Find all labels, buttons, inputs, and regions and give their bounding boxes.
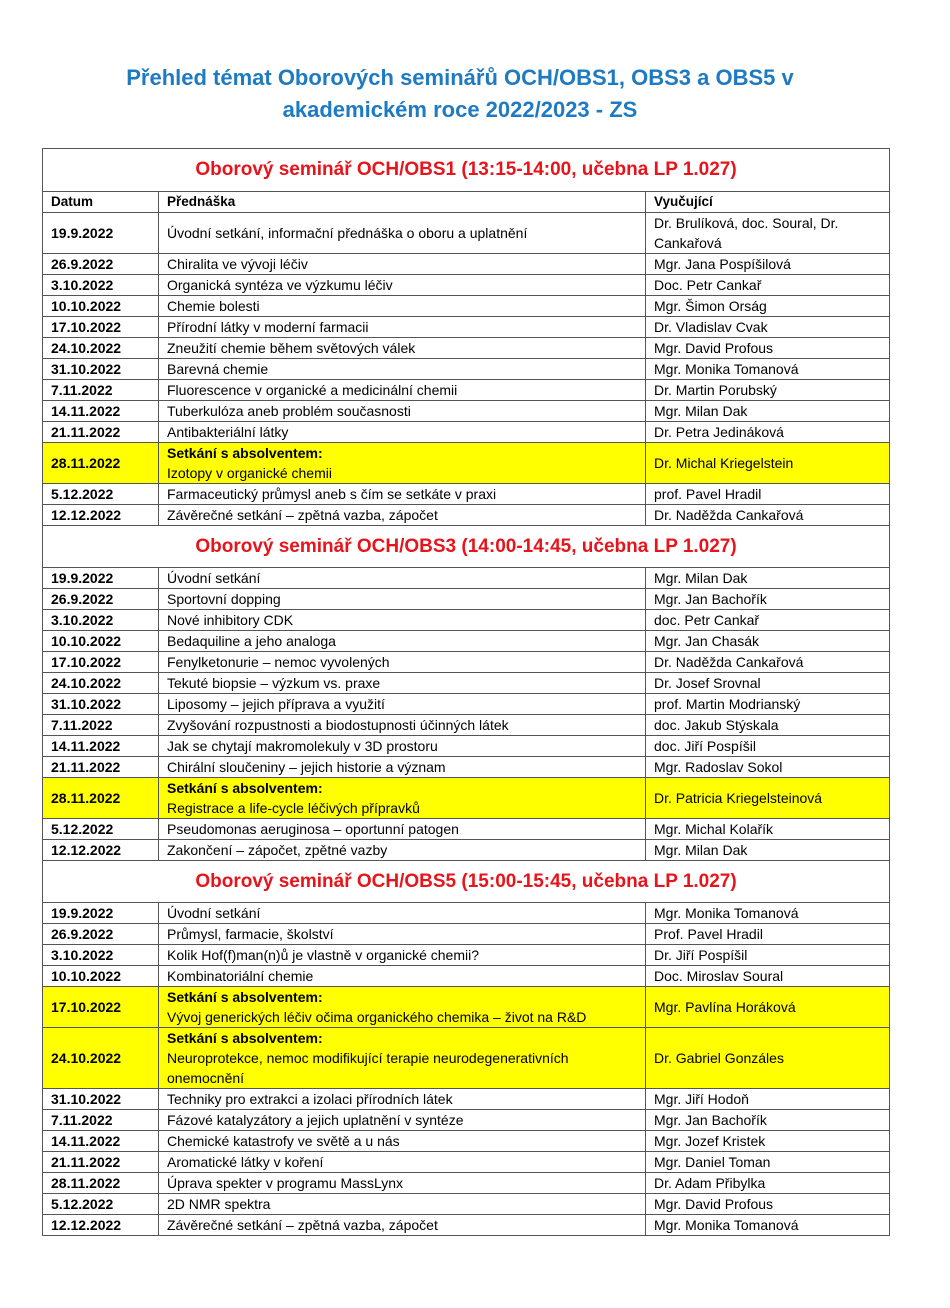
cell-date: 28.11.2022 (43, 778, 159, 819)
cell-date: 14.11.2022 (43, 736, 159, 757)
section-heading: Oborový seminář OCH/OBS5 (15:00-15:45, učebna LP 1.027) (43, 861, 890, 903)
table-row (43, 652, 890, 673)
cell-date: 5.12.2022 (43, 1194, 159, 1215)
cell-teacher: Dr. Petra Jedináková (646, 422, 890, 443)
alumni-label: Setkání s absolventem: (167, 780, 323, 796)
cell-lecture: Chiralita ve vývoji léčiv (159, 254, 646, 275)
schedule-table (42, 148, 890, 1236)
section-heading-row (43, 861, 890, 903)
cell-date: 17.10.2022 (43, 317, 159, 338)
title-line-1: Přehled témat Oborových seminářů OCH/OBS1, OBS3 a OBS5 v (126, 65, 794, 90)
table-row (43, 275, 890, 296)
schedule-table-body (43, 149, 890, 1236)
cell-teacher: Dr. Josef Srovnal (646, 673, 890, 694)
cell-date: 21.11.2022 (43, 422, 159, 443)
cell-date: 31.10.2022 (43, 694, 159, 715)
cell-date: 14.11.2022 (43, 401, 159, 422)
cell-date: 7.11.2022 (43, 1110, 159, 1131)
cell-teacher: Mgr. Monika Tomanová (646, 1215, 890, 1236)
cell-teacher: doc. Jiří Pospíšil (646, 736, 890, 757)
cell-teacher: Mgr. Michal Kolařík (646, 819, 890, 840)
cell-lecture: Chemické katastrofy ve světě a u nás (159, 1131, 646, 1152)
cell-lecture: Fázové katalyzátory a jejich uplatnění v syntéze (159, 1110, 646, 1131)
table-row (43, 673, 890, 694)
cell-lecture: Organická syntéza ve výzkumu léčiv (159, 275, 646, 296)
cell-lecture: Farmaceutický průmysl aneb s čím se setkáte v praxi (159, 484, 646, 505)
table-row (43, 987, 890, 1028)
cell-lecture: Bedaquiline a jeho analoga (159, 631, 646, 652)
cell-teacher: doc. Jakub Stýskala (646, 715, 890, 736)
cell-teacher: Mgr. David Profous (646, 338, 890, 359)
cell-date: 24.10.2022 (43, 1028, 159, 1089)
cell-teacher: Mgr. David Profous (646, 1194, 890, 1215)
cell-lecture: Zakončení – zápočet, zpětné vazby (159, 840, 646, 861)
cell-teacher: Dr. Adam Přibylka (646, 1173, 890, 1194)
cell-date: 10.10.2022 (43, 296, 159, 317)
cell-date: 17.10.2022 (43, 987, 159, 1028)
cell-date: 24.10.2022 (43, 673, 159, 694)
cell-lecture: Aromatické látky v koření (159, 1152, 646, 1173)
cell-lecture: Závěrečné setkání – zpětná vazba, zápočet (159, 505, 646, 526)
cell-date: 17.10.2022 (43, 652, 159, 673)
cell-date: 12.12.2022 (43, 505, 159, 526)
table-row (43, 338, 890, 359)
cell-lecture: Chemie bolesti (159, 296, 646, 317)
header-date: Datum (43, 192, 159, 213)
cell-date: 7.11.2022 (43, 715, 159, 736)
table-row (43, 715, 890, 736)
table-row (43, 213, 890, 254)
lecture-title: Vývoj generických léčiv očima organického chemika – život na R&D (167, 1009, 587, 1025)
cell-date: 12.12.2022 (43, 840, 159, 861)
table-row (43, 505, 890, 526)
cell-date: 31.10.2022 (43, 359, 159, 380)
cell-date: 19.9.2022 (43, 213, 159, 254)
page-title (0, 62, 920, 126)
cell-lecture: Přírodní látky v moderní farmacii (159, 317, 646, 338)
section-heading: Oborový seminář OCH/OBS1 (13:15-14:00, učebna LP 1.027) (43, 149, 890, 192)
cell-lecture: Antibakteriální látky (159, 422, 646, 443)
section-heading-row (43, 149, 890, 192)
cell-date: 19.9.2022 (43, 568, 159, 589)
cell-lecture: Chirální sloučeniny – jejich historie a význam (159, 757, 646, 778)
cell-teacher: Dr. Gabriel Gonzáles (646, 1028, 890, 1089)
cell-teacher: Dr. Naděžda Cankařová (646, 652, 890, 673)
cell-lecture: Nové inhibitory CDK (159, 610, 646, 631)
cell-teacher: Mgr. Jozef Kristek (646, 1131, 890, 1152)
cell-teacher: doc. Petr Cankař (646, 610, 890, 631)
cell-date: 3.10.2022 (43, 610, 159, 631)
table-row (43, 819, 890, 840)
table-row (43, 924, 890, 945)
cell-lecture: Závěrečné setkání – zpětná vazba, zápočet (159, 1215, 646, 1236)
table-row (43, 1194, 890, 1215)
cell-date: 28.11.2022 (43, 1173, 159, 1194)
table-row (43, 296, 890, 317)
cell-date: 10.10.2022 (43, 966, 159, 987)
table-row (43, 1028, 890, 1089)
cell-teacher: prof. Pavel Hradil (646, 484, 890, 505)
cell-date: 26.9.2022 (43, 924, 159, 945)
cell-date: 26.9.2022 (43, 589, 159, 610)
cell-lecture: Pseudomonas aeruginosa – oportunní patogen (159, 819, 646, 840)
cell-date: 28.11.2022 (43, 443, 159, 484)
cell-lecture: Sportovní dopping (159, 589, 646, 610)
table-row (43, 903, 890, 924)
lecture-title: Registrace a life-cycle léčivých přípravků (167, 800, 420, 816)
table-row (43, 484, 890, 505)
lecture-title: Neuroprotekce, nemoc modifikující terapie neurodegenerativních onemocnění (167, 1050, 569, 1086)
cell-lecture: Fenylketonurie – nemoc vyvolených (159, 652, 646, 673)
cell-teacher: Mgr. Šimon Orság (646, 296, 890, 317)
cell-teacher: Dr. Jiří Pospíšil (646, 945, 890, 966)
cell-teacher: Mgr. Jan Bachořík (646, 589, 890, 610)
cell-date: 3.10.2022 (43, 945, 159, 966)
section-heading-row (43, 526, 890, 568)
table-row (43, 694, 890, 715)
cell-date: 3.10.2022 (43, 275, 159, 296)
cell-teacher: Dr. Vladislav Cvak (646, 317, 890, 338)
table-row (43, 1110, 890, 1131)
table-row (43, 1215, 890, 1236)
cell-teacher: prof. Martin Modrianský (646, 694, 890, 715)
alumni-label: Setkání s absolventem: (167, 445, 323, 461)
cell-lecture (159, 1028, 646, 1089)
cell-lecture: Úvodní setkání, informační přednáška o oboru a uplatnění (159, 213, 646, 254)
cell-lecture: Průmysl, farmacie, školství (159, 924, 646, 945)
table-row (43, 736, 890, 757)
table-header-row (43, 192, 890, 213)
cell-date: 26.9.2022 (43, 254, 159, 275)
cell-date: 7.11.2022 (43, 380, 159, 401)
cell-teacher: Mgr. Jiří Hodoň (646, 1089, 890, 1110)
cell-lecture: Zvyšování rozpustnosti a biodostupnosti účinných látek (159, 715, 646, 736)
cell-teacher: Mgr. Daniel Toman (646, 1152, 890, 1173)
cell-lecture: 2D NMR spektra (159, 1194, 646, 1215)
cell-lecture: Kombinatoriální chemie (159, 966, 646, 987)
cell-lecture: Tekuté biopsie – výzkum vs. praxe (159, 673, 646, 694)
cell-teacher: Mgr. Monika Tomanová (646, 903, 890, 924)
table-row (43, 380, 890, 401)
cell-teacher: Doc. Miroslav Soural (646, 966, 890, 987)
cell-teacher: Dr. Brulíková, doc. Soural, Dr. Cankařová (646, 213, 890, 254)
cell-lecture: Barevná chemie (159, 359, 646, 380)
alumni-label: Setkání s absolventem: (167, 1030, 323, 1046)
table-row (43, 1089, 890, 1110)
cell-teacher: Mgr. Milan Dak (646, 401, 890, 422)
cell-date: 5.12.2022 (43, 484, 159, 505)
table-row (43, 945, 890, 966)
table-row (43, 359, 890, 380)
cell-teacher: Mgr. Jana Pospíšilová (646, 254, 890, 275)
title-line-2: akademickém roce 2022/2023 - ZS (282, 97, 638, 122)
cell-lecture: Fluorescence v organické a medicinální chemii (159, 380, 646, 401)
cell-lecture: Tuberkulóza aneb problém současnosti (159, 401, 646, 422)
cell-teacher: Mgr. Milan Dak (646, 840, 890, 861)
table-row (43, 401, 890, 422)
cell-teacher: Dr. Patricia Kriegelsteinová (646, 778, 890, 819)
alumni-label: Setkání s absolventem: (167, 989, 323, 1005)
cell-teacher: Doc. Petr Cankař (646, 275, 890, 296)
cell-lecture (159, 443, 646, 484)
cell-teacher: Mgr. Pavlína Horáková (646, 987, 890, 1028)
cell-lecture (159, 778, 646, 819)
table-row (43, 1173, 890, 1194)
cell-teacher: Dr. Martin Porubský (646, 380, 890, 401)
schedule-table-wrapper (42, 148, 889, 1236)
cell-date: 21.11.2022 (43, 1152, 159, 1173)
table-row (43, 317, 890, 338)
cell-date: 24.10.2022 (43, 338, 159, 359)
cell-teacher: Dr. Michal Kriegelstein (646, 443, 890, 484)
table-row (43, 778, 890, 819)
table-row (43, 422, 890, 443)
cell-lecture: Liposomy – jejich příprava a využití (159, 694, 646, 715)
cell-teacher: Dr. Naděžda Cankařová (646, 505, 890, 526)
table-row (43, 757, 890, 778)
cell-teacher: Mgr. Monika Tomanová (646, 359, 890, 380)
cell-lecture: Kolik Hof(f)man(n)ů je vlastně v organické chemii? (159, 945, 646, 966)
section-heading: Oborový seminář OCH/OBS3 (14:00-14:45, učebna LP 1.027) (43, 526, 890, 568)
cell-date: 21.11.2022 (43, 757, 159, 778)
lecture-title: Izotopy v organické chemii (167, 465, 332, 481)
cell-date: 14.11.2022 (43, 1131, 159, 1152)
cell-teacher: Mgr. Jan Chasák (646, 631, 890, 652)
cell-teacher: Mgr. Milan Dak (646, 568, 890, 589)
table-row (43, 966, 890, 987)
header-lecture: Přednáška (159, 192, 646, 213)
cell-lecture: Techniky pro extrakci a izolaci přírodních látek (159, 1089, 646, 1110)
cell-date: 31.10.2022 (43, 1089, 159, 1110)
cell-date: 19.9.2022 (43, 903, 159, 924)
cell-teacher: Prof. Pavel Hradil (646, 924, 890, 945)
cell-teacher: Mgr. Radoslav Sokol (646, 757, 890, 778)
table-row (43, 610, 890, 631)
cell-lecture: Jak se chytají makromolekuly v 3D prostoru (159, 736, 646, 757)
table-row (43, 1131, 890, 1152)
table-row (43, 840, 890, 861)
cell-lecture: Zneužití chemie během světových válek (159, 338, 646, 359)
cell-date: 5.12.2022 (43, 819, 159, 840)
table-row (43, 1152, 890, 1173)
table-row (43, 589, 890, 610)
table-row (43, 443, 890, 484)
cell-teacher: Mgr. Jan Bachořík (646, 1110, 890, 1131)
table-row (43, 254, 890, 275)
cell-lecture: Úprava spekter v programu MassLynx (159, 1173, 646, 1194)
cell-lecture (159, 987, 646, 1028)
table-row (43, 568, 890, 589)
cell-lecture: Úvodní setkání (159, 568, 646, 589)
table-row (43, 631, 890, 652)
cell-date: 10.10.2022 (43, 631, 159, 652)
cell-lecture: Úvodní setkání (159, 903, 646, 924)
header-teacher: Vyučující (646, 192, 890, 213)
cell-date: 12.12.2022 (43, 1215, 159, 1236)
